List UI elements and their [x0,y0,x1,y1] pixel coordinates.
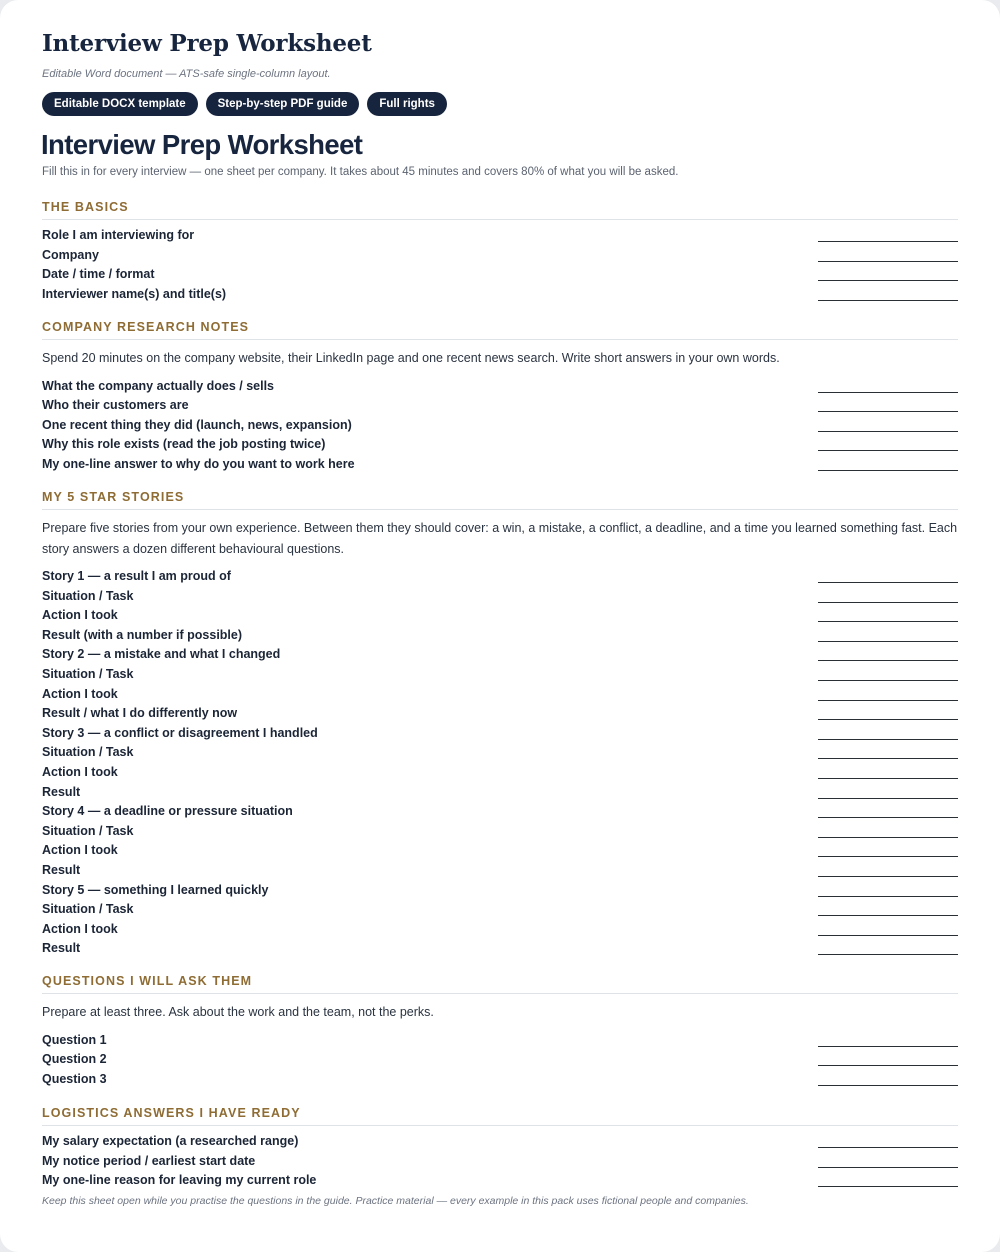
field-label: Company [42,247,99,262]
badge-full-rights[interactable]: Full rights [367,92,447,116]
answer-blank-line[interactable] [818,845,958,857]
field-list [42,377,958,475]
field-row [42,567,958,587]
badge-row [42,92,447,116]
section-the-basics [42,197,958,304]
answer-blank-line[interactable] [818,1074,958,1086]
answer-blank-line[interactable] [818,381,958,393]
field-label: My salary expectation (a researched range) [42,1134,299,1148]
field-label: Result / what I do differently now [42,706,238,721]
answer-blank-line[interactable] [818,439,958,451]
field-label: Who their customers are [42,398,189,413]
field-label: Situation / Task [42,823,134,838]
field-row [42,783,958,803]
field-row [42,435,958,455]
answer-blank-line[interactable] [818,787,958,799]
answer-blank-line[interactable] [818,943,958,955]
answer-blank-line[interactable] [818,571,958,583]
answer-blank-line[interactable] [818,1156,958,1168]
worksheet-title: Interview Prep Worksheet [41,129,363,160]
section-description: Prepare five stories from your own experience. Between them they should cover: a win, a mistake, a conflict, a deadline, and a time you learned something fast. Each story answers a dozen different behavioural questions. [42,521,958,556]
section-description: Prepare at least three. Ask about the work and the team, not the perks. [42,1005,434,1019]
field-label: Story 5 — something I learned quickly [42,882,269,897]
section-my-questions [42,971,958,1089]
answer-blank-line[interactable] [818,1136,958,1148]
field-label: Why this role exists (read the job posting twice) [42,437,326,452]
field-row [42,881,958,901]
field-label: Story 3 — a conflict or disagreement I handled [42,725,318,740]
field-row [42,841,958,861]
answer-blank-line[interactable] [818,1035,958,1047]
answer-blank-line[interactable] [818,420,958,432]
section-logistics [42,1103,958,1191]
field-row [42,939,958,959]
section-company-research [42,317,958,474]
answer-blank-line[interactable] [818,1054,958,1066]
answer-blank-line[interactable] [818,885,958,897]
answer-blank-line[interactable] [818,865,958,877]
section-heading: LOGISTICS ANSWERS I HAVE READY [42,1103,958,1126]
field-label: My notice period / earliest start date [42,1153,256,1168]
answer-blank-line[interactable] [818,289,958,301]
field-label: Question 3 [42,1071,107,1086]
answer-blank-line[interactable] [818,806,958,818]
field-label: Result [42,941,81,956]
field-row [42,645,958,665]
field-label: Action I took [42,843,118,858]
answer-blank-line[interactable] [818,400,958,412]
footnote: Keep this sheet open while you practise the questions in the guide. Practice material — every example in this pack uses fictional people and companies. [42,1195,749,1207]
field-label: One recent thing they did (launch, news, expansion) [42,417,352,432]
answer-blank-line[interactable] [818,747,958,759]
answer-blank-line[interactable] [818,708,958,720]
field-row [42,606,958,626]
field-label: Date / time / format [42,267,155,282]
field-row [42,724,958,744]
answer-blank-line[interactable] [818,728,958,740]
field-row [42,1031,958,1051]
answer-blank-line[interactable] [818,630,958,642]
answer-blank-line[interactable] [818,767,958,779]
field-row [42,685,958,705]
field-row [42,226,958,246]
field-label: Result [42,862,81,877]
field-label: Interviewer name(s) and title(s) [42,286,227,301]
field-row [42,285,958,305]
field-label: Situation / Task [42,745,134,760]
answer-blank-line[interactable] [818,904,958,916]
field-row [42,665,958,685]
field-list [42,226,958,304]
field-row [42,455,958,475]
field-row [42,1152,958,1172]
field-label: What the company actually does / sells [42,378,275,393]
answer-blank-line[interactable] [818,610,958,622]
field-label: Result [42,784,81,799]
field-row [42,1171,958,1191]
field-row [42,416,958,436]
answer-blank-line[interactable] [818,689,958,701]
field-row [42,396,958,416]
field-label: Action I took [42,686,118,701]
answer-blank-line[interactable] [818,649,958,661]
field-row [42,763,958,783]
field-label: Action I took [42,921,118,936]
section-heading: QUESTIONS I WILL ASK THEM [42,971,958,994]
answer-blank-line[interactable] [818,230,958,242]
product-subtitle: Editable Word document — ATS-safe single-column layout. [42,68,331,80]
field-row [42,900,958,920]
section-heading: THE BASICS [42,197,958,220]
field-row [42,802,958,822]
section-heading: MY 5 STAR STORIES [42,487,958,510]
field-label: Story 1 — a result I am proud of [42,569,231,583]
field-label: Story 2 — a mistake and what I changed [42,647,281,662]
field-label: My one-line answer to why do you want to work here [42,456,355,471]
field-label: Story 4 — a deadline or pressure situation [42,804,293,819]
field-label: Situation / Task [42,902,134,917]
answer-blank-line[interactable] [818,1175,958,1187]
field-row [42,1050,958,1070]
field-row [42,743,958,763]
section-description: Spend 20 minutes on the company website, their LinkedIn page and one recent news search. Write short answers in your own words. [42,351,780,365]
worksheet-intro: Fill this in for every interview — one sheet per company. It takes about 45 minutes and covers 80% of what you will be asked. [42,166,679,178]
section-star-stories [42,487,958,959]
field-label: My one-line reason for leaving my current role [42,1173,317,1188]
answer-blank-line[interactable] [818,826,958,838]
field-row [42,587,958,607]
badge-pdf-guide[interactable]: Step-by-step PDF guide [206,92,360,116]
answer-blank-line[interactable] [818,250,958,262]
field-row [42,1070,958,1090]
field-row [42,822,958,842]
section-heading: COMPANY RESEARCH NOTES [42,317,958,340]
field-row [42,626,958,646]
field-row [42,1132,958,1152]
field-row [42,377,958,397]
field-row [42,920,958,940]
field-row [42,246,958,266]
answer-blank-line[interactable] [818,269,958,281]
field-label: Question 2 [42,1052,107,1067]
badge-docx-template[interactable]: Editable DOCX template [42,92,198,116]
field-label: Role I am interviewing for [42,228,195,242]
field-row [42,265,958,285]
answer-blank-line[interactable] [818,459,958,471]
field-label: Result (with a number if possible) [42,627,243,642]
field-label: Question 1 [42,1032,107,1047]
field-row [42,704,958,724]
field-list [42,1031,958,1090]
product-title: Interview Prep Worksheet [42,30,372,57]
answer-blank-line[interactable] [818,669,958,681]
field-label: Situation / Task [42,588,134,603]
field-row [42,861,958,881]
answer-blank-line[interactable] [818,924,958,936]
answer-blank-line[interactable] [818,591,958,603]
field-label: Action I took [42,764,118,779]
field-label: Action I took [42,608,118,623]
field-label: Situation / Task [42,666,134,681]
field-list [42,567,958,959]
field-list [42,1132,958,1191]
